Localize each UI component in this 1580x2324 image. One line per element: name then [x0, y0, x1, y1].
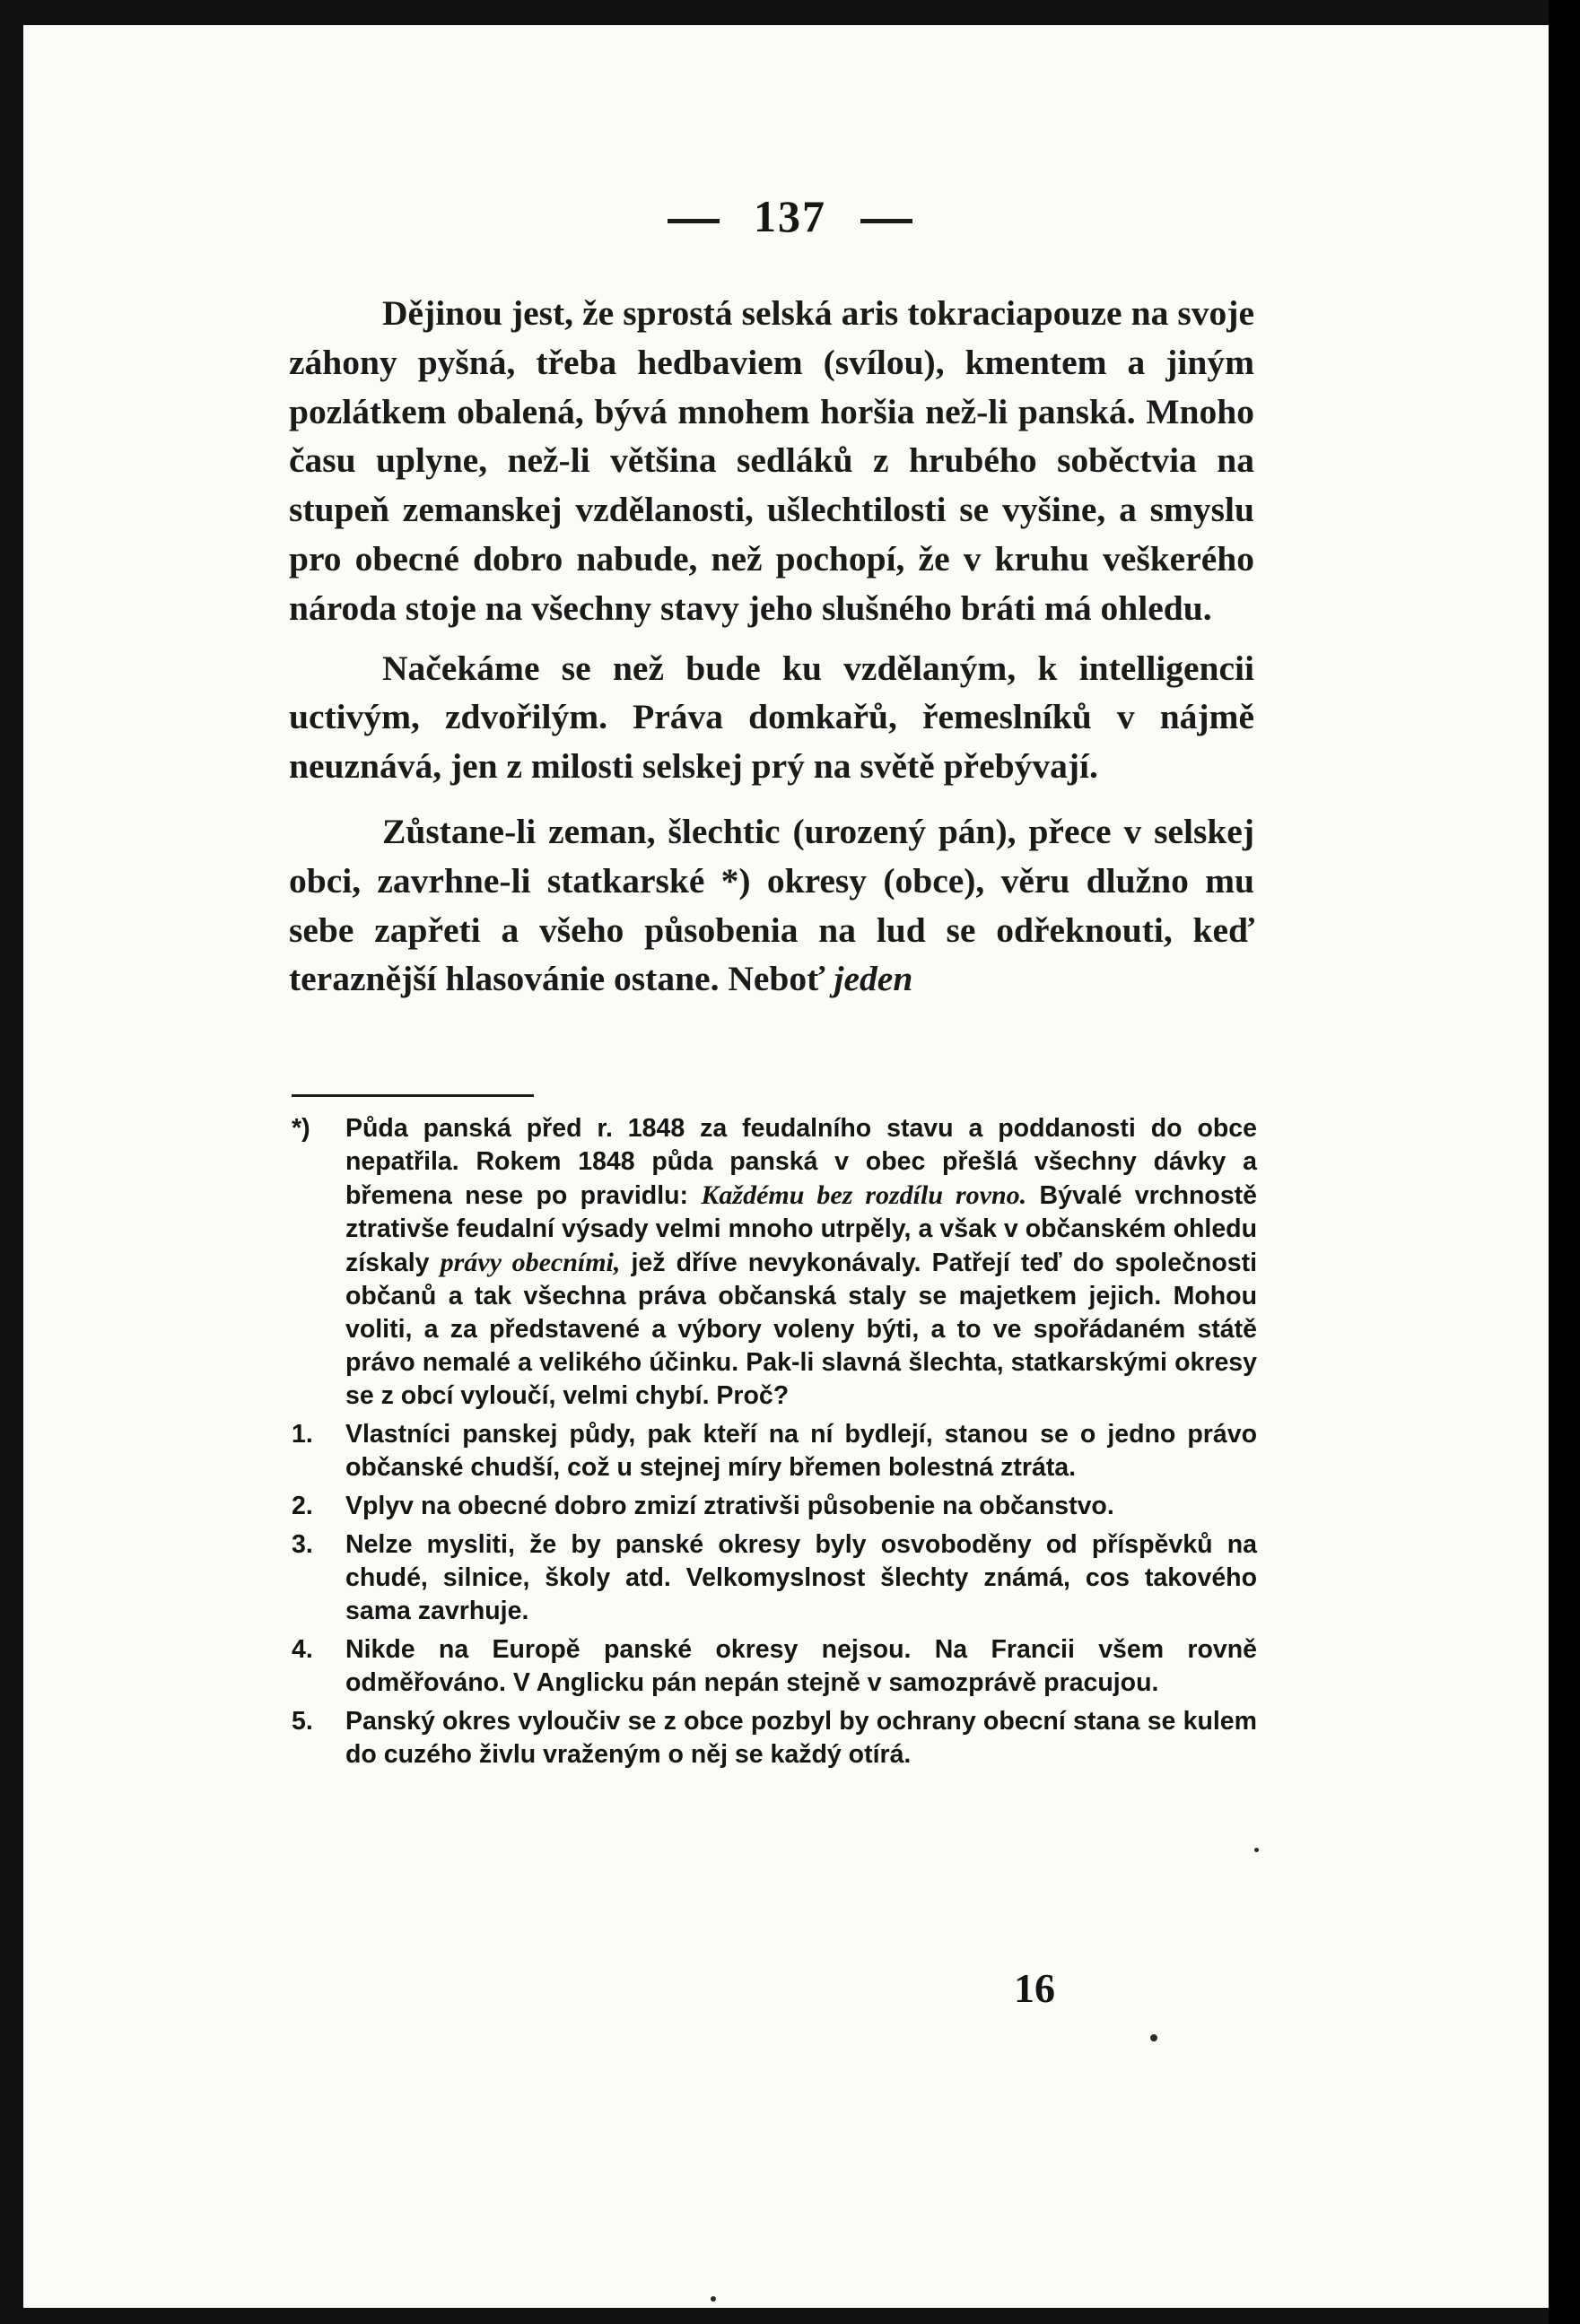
list-item	[292, 1490, 1257, 1523]
footnote-text-a: Půda panská před r. 1848 za feudalního stavu a poddanosti do obce nepatřila. Rokem 1848 půda panská v obec přešlá všechny dávky a břemena nese po pravidlu:	[345, 1114, 1257, 1210]
footnote-main	[292, 1112, 1257, 1413]
list-item-number: 1.	[292, 1420, 313, 1449]
list-item-text: Nikde na Europě panské okresy nejsou. Na Francii všem rovně odměřováno. V Anglicku pán nepán stejně v samozprávě pracujou.	[345, 1635, 1257, 1697]
scan-border	[1549, 0, 1580, 2324]
paragraph-2: Načekáme se než bude ku vzdělaným, k intelligencii uctivým, zdvořilým. Práva domkařů, řemeslníků v nájmě neuznává, jen z milosti selskej prý na světě přebývají.	[289, 648, 1254, 787]
header-dash-right	[860, 219, 912, 223]
scan-speck	[1150, 2034, 1157, 2041]
main-text	[289, 289, 1254, 1016]
scan-speck	[711, 2296, 716, 2302]
footnote-italic-b: právy obecními,	[440, 1248, 621, 1277]
paragraph-3-text: Zůstane-li zeman, šlechtic (urozený pán), přece v selskej obci, zavrhne-li statkarské *) okresy (obce), věru dlužno mu sebe zapřeti a všeho působenia na lud se odřeknouti, keď teraznější hlasovánie ostane. Neboť	[289, 811, 1254, 999]
footnote	[292, 1112, 1257, 1777]
list-item	[292, 1418, 1257, 1484]
list-item	[292, 1528, 1257, 1628]
list-item-text: Nelze mysliti, že by panské okresy byly osvoboděny od příspěvků na chudé, silnice, školy atd. Velkomyslnost šlechty známá, cos takového sama zavrhuje.	[345, 1530, 1257, 1625]
list-item	[292, 1633, 1257, 1700]
scan-speck	[1254, 1848, 1259, 1852]
page-number: 137	[754, 191, 826, 241]
footnote-text	[345, 1112, 1257, 1413]
paragraph-1: Dějinou jest, že sprostá selská aris tokraciapouze na svoje záhony pyšná, třeba hedbaviem (svílou), kmentem a jiným pozlátkem obalená, bývá mnohem horšia než-li panská. Mnoho času uplyne, než-li většina sedláků z hrubého soběctvia na stupeň zemanskej vzdělanosti, ušlechtilosti se vyšine, a smyslu pro obecné dobro nabude, než pochopí, že v kruhu veškerého národa stoje na všechny stavy jeho slušného bráti má ohledu.	[289, 293, 1254, 628]
list-item-number: 3.	[292, 1530, 313, 1559]
footnote-text-b: Bývalé vrchnostě ztrativše feudalní výsady velmi mnoho utrpěly, a však v občanském ohledu získaly	[345, 1181, 1258, 1277]
footnote-rule	[292, 1094, 534, 1097]
header-dash-left	[668, 219, 720, 223]
list-item	[292, 1705, 1257, 1771]
list-item-number: 5.	[292, 1707, 313, 1736]
paragraph-3-italic: jeden	[834, 959, 913, 999]
footnote-text-c: jež dříve nevykonávaly. Patřejí teď do společnosti občanů a tak všechna práva občanská staly se majetkem jejich. Mohou voliti, a za představené a výbory voleny býti, a to ve spořádaném státě právo nemalé a velikého účinku. Pak-li slavná šlechta, statkarskými okresy se z obcí vyloučí, velmi chybí. Proč?	[345, 1249, 1257, 1410]
list-item-number: 2.	[292, 1492, 313, 1520]
list-item-text: Vplyv na obecné dobro zmizí ztrativši působenie na občanstvo.	[345, 1492, 1114, 1520]
footnote-italic-a: Každému bez rozdílu rovno.	[701, 1180, 1027, 1210]
list-item-text: Panský okres vyloučiv se z obce pozbyl by ochrany obecní stana se kulem do cuzého živlu vraženým o něj se každý otírá.	[345, 1707, 1257, 1769]
list-item-text: Vlastníci panskej půdy, pak kteří na ní bydlejí, stanou se o jedno právo občanské chudší, což u stejnej míry břemen bolestná ztráta.	[345, 1420, 1257, 1482]
page-header	[0, 190, 1580, 242]
paragraph-3	[289, 807, 1254, 1004]
signature-mark: 16	[1014, 1965, 1055, 2011]
footnote-marker: *)	[292, 1114, 310, 1143]
list-item-number: 4.	[292, 1635, 313, 1664]
footnote-list	[292, 1418, 1257, 1771]
